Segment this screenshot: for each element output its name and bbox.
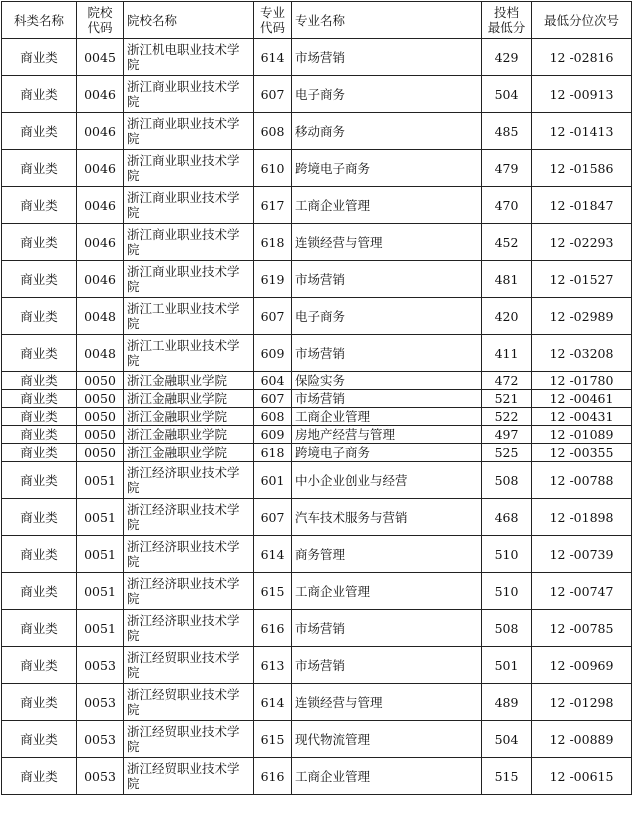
table-row bbox=[2, 610, 632, 647]
table-row bbox=[2, 408, 632, 426]
cell-school-code: 0046 bbox=[77, 113, 124, 150]
cell-school-name: 浙江经济职业技术学院 bbox=[124, 499, 254, 536]
cell-category: 商业类 bbox=[2, 335, 77, 372]
cell-min-rank: 12 -00431 bbox=[532, 408, 632, 426]
cell-school-name: 浙江经贸职业技术学院 bbox=[124, 647, 254, 684]
cell-min-score: 522 bbox=[482, 408, 532, 426]
cell-school-code: 0051 bbox=[77, 573, 124, 610]
cell-major-name: 工商企业管理 bbox=[292, 408, 482, 426]
cell-major-name: 跨境电子商务 bbox=[292, 444, 482, 462]
table-row bbox=[2, 647, 632, 684]
header-major-name: 专业名称 bbox=[292, 2, 482, 39]
cell-min-score: 479 bbox=[482, 150, 532, 187]
cell-major-code: 608 bbox=[254, 113, 292, 150]
cell-min-rank: 12 -02989 bbox=[532, 298, 632, 335]
cell-min-score: 485 bbox=[482, 113, 532, 150]
cell-min-score: 504 bbox=[482, 721, 532, 758]
header-school-code-text: 院校 代码 bbox=[87, 5, 113, 35]
cell-school-code: 0050 bbox=[77, 426, 124, 444]
table-row bbox=[2, 536, 632, 573]
cell-major-code: 616 bbox=[254, 758, 292, 795]
cell-major-name: 工商企业管理 bbox=[292, 758, 482, 795]
cell-major-name: 市场营销 bbox=[292, 390, 482, 408]
header-min-score-text: 投档 最低分 bbox=[487, 5, 526, 35]
cell-school-code: 0051 bbox=[77, 499, 124, 536]
cell-category: 商业类 bbox=[2, 426, 77, 444]
table-row bbox=[2, 76, 632, 113]
cell-major-name: 连锁经营与管理 bbox=[292, 224, 482, 261]
cell-major-code: 604 bbox=[254, 372, 292, 390]
cell-school-name: 浙江经济职业技术学院 bbox=[124, 573, 254, 610]
header-major-code-text: 专业 代码 bbox=[259, 5, 285, 35]
cell-min-rank: 12 -00615 bbox=[532, 758, 632, 795]
cell-major-code: 601 bbox=[254, 462, 292, 499]
cell-major-code: 607 bbox=[254, 499, 292, 536]
cell-school-name: 浙江金融职业学院 bbox=[124, 444, 254, 462]
cell-min-score: 470 bbox=[482, 187, 532, 224]
cell-min-score: 501 bbox=[482, 647, 532, 684]
table-row bbox=[2, 335, 632, 372]
cell-school-name: 浙江经济职业技术学院 bbox=[124, 536, 254, 573]
table-row bbox=[2, 187, 632, 224]
table-row bbox=[2, 150, 632, 187]
cell-min-score: 504 bbox=[482, 76, 532, 113]
cell-min-rank: 12 -00355 bbox=[532, 444, 632, 462]
cell-category: 商业类 bbox=[2, 721, 77, 758]
table-row bbox=[2, 499, 632, 536]
cell-major-code: 615 bbox=[254, 721, 292, 758]
table-row bbox=[2, 758, 632, 795]
cell-major-name: 汽车技术服务与营销 bbox=[292, 499, 482, 536]
cell-school-name: 浙江经济职业技术学院 bbox=[124, 610, 254, 647]
cell-school-code: 0050 bbox=[77, 390, 124, 408]
cell-school-name: 浙江商业职业技术学院 bbox=[124, 150, 254, 187]
cell-school-name: 浙江机电职业技术学院 bbox=[124, 39, 254, 76]
cell-school-code: 0053 bbox=[77, 647, 124, 684]
cell-school-name: 浙江金融职业学院 bbox=[124, 408, 254, 426]
table-row bbox=[2, 39, 632, 76]
cell-min-rank: 12 -00788 bbox=[532, 462, 632, 499]
cell-school-name: 浙江经贸职业技术学院 bbox=[124, 684, 254, 721]
cell-major-code: 607 bbox=[254, 76, 292, 113]
cell-min-rank: 12 -00785 bbox=[532, 610, 632, 647]
table-row bbox=[2, 573, 632, 610]
cell-school-code: 0051 bbox=[77, 536, 124, 573]
cell-category: 商业类 bbox=[2, 76, 77, 113]
cell-school-code: 0048 bbox=[77, 298, 124, 335]
cell-major-code: 608 bbox=[254, 408, 292, 426]
cell-major-name: 房地产经营与管理 bbox=[292, 426, 482, 444]
cell-major-name: 市场营销 bbox=[292, 610, 482, 647]
admission-score-table bbox=[1, 1, 632, 795]
cell-school-code: 0048 bbox=[77, 335, 124, 372]
cell-category: 商业类 bbox=[2, 150, 77, 187]
table-row bbox=[2, 390, 632, 408]
cell-min-score: 468 bbox=[482, 499, 532, 536]
header-row bbox=[2, 2, 632, 39]
cell-major-code: 619 bbox=[254, 261, 292, 298]
cell-major-name: 保险实务 bbox=[292, 372, 482, 390]
cell-major-code: 607 bbox=[254, 298, 292, 335]
cell-min-rank: 12 -00889 bbox=[532, 721, 632, 758]
cell-category: 商业类 bbox=[2, 390, 77, 408]
cell-major-code: 614 bbox=[254, 536, 292, 573]
cell-min-rank: 12 -01089 bbox=[532, 426, 632, 444]
table-row bbox=[2, 224, 632, 261]
cell-major-name: 工商企业管理 bbox=[292, 573, 482, 610]
cell-min-score: 515 bbox=[482, 758, 532, 795]
cell-major-code: 613 bbox=[254, 647, 292, 684]
cell-min-score: 508 bbox=[482, 610, 532, 647]
cell-major-name: 市场营销 bbox=[292, 39, 482, 76]
cell-major-name: 连锁经营与管理 bbox=[292, 684, 482, 721]
cell-category: 商业类 bbox=[2, 647, 77, 684]
cell-school-code: 0053 bbox=[77, 721, 124, 758]
cell-major-name: 现代物流管理 bbox=[292, 721, 482, 758]
table-row bbox=[2, 298, 632, 335]
cell-major-name: 移动商务 bbox=[292, 113, 482, 150]
cell-category: 商业类 bbox=[2, 499, 77, 536]
cell-min-rank: 12 -00913 bbox=[532, 76, 632, 113]
table-body bbox=[2, 39, 632, 795]
cell-min-score: 489 bbox=[482, 684, 532, 721]
table-row bbox=[2, 426, 632, 444]
cell-min-rank: 12 -00747 bbox=[532, 573, 632, 610]
cell-school-name: 浙江商业职业技术学院 bbox=[124, 113, 254, 150]
cell-min-score: 510 bbox=[482, 573, 532, 610]
cell-min-score: 521 bbox=[482, 390, 532, 408]
table-row bbox=[2, 113, 632, 150]
cell-category: 商业类 bbox=[2, 408, 77, 426]
table-row bbox=[2, 462, 632, 499]
cell-min-score: 452 bbox=[482, 224, 532, 261]
cell-min-score: 420 bbox=[482, 298, 532, 335]
cell-major-code: 609 bbox=[254, 426, 292, 444]
cell-major-code: 610 bbox=[254, 150, 292, 187]
cell-school-name: 浙江商业职业技术学院 bbox=[124, 261, 254, 298]
cell-category: 商业类 bbox=[2, 610, 77, 647]
cell-category: 商业类 bbox=[2, 224, 77, 261]
cell-min-rank: 12 -02293 bbox=[532, 224, 632, 261]
cell-min-rank: 12 -00739 bbox=[532, 536, 632, 573]
cell-min-rank: 12 -00461 bbox=[532, 390, 632, 408]
cell-major-name: 商务管理 bbox=[292, 536, 482, 573]
cell-major-name: 电子商务 bbox=[292, 76, 482, 113]
cell-school-name: 浙江经贸职业技术学院 bbox=[124, 758, 254, 795]
cell-major-code: 607 bbox=[254, 390, 292, 408]
cell-min-score: 510 bbox=[482, 536, 532, 573]
cell-category: 商业类 bbox=[2, 372, 77, 390]
table-row bbox=[2, 684, 632, 721]
cell-major-code: 615 bbox=[254, 573, 292, 610]
cell-major-name: 市场营销 bbox=[292, 335, 482, 372]
cell-min-score: 411 bbox=[482, 335, 532, 372]
cell-min-rank: 12 -02816 bbox=[532, 39, 632, 76]
cell-min-rank: 12 -01413 bbox=[532, 113, 632, 150]
cell-major-name: 中小企业创业与经营 bbox=[292, 462, 482, 499]
cell-category: 商业类 bbox=[2, 113, 77, 150]
cell-category: 商业类 bbox=[2, 444, 77, 462]
cell-school-name: 浙江商业职业技术学院 bbox=[124, 187, 254, 224]
cell-school-name: 浙江商业职业技术学院 bbox=[124, 224, 254, 261]
cell-school-name: 浙江经济职业技术学院 bbox=[124, 462, 254, 499]
header-school-code bbox=[77, 2, 124, 39]
table-row bbox=[2, 721, 632, 758]
cell-school-name: 浙江工业职业技术学院 bbox=[124, 298, 254, 335]
cell-school-code: 0045 bbox=[77, 39, 124, 76]
cell-major-code: 614 bbox=[254, 39, 292, 76]
cell-school-code: 0050 bbox=[77, 372, 124, 390]
cell-school-code: 0050 bbox=[77, 408, 124, 426]
cell-min-score: 497 bbox=[482, 426, 532, 444]
cell-min-rank: 12 -01586 bbox=[532, 150, 632, 187]
cell-school-code: 0046 bbox=[77, 187, 124, 224]
cell-min-score: 472 bbox=[482, 372, 532, 390]
cell-school-name: 浙江工业职业技术学院 bbox=[124, 335, 254, 372]
cell-category: 商业类 bbox=[2, 462, 77, 499]
cell-major-name: 跨境电子商务 bbox=[292, 150, 482, 187]
header-min-rank: 最低分位次号 bbox=[532, 2, 632, 39]
cell-category: 商业类 bbox=[2, 187, 77, 224]
cell-min-rank: 12 -01898 bbox=[532, 499, 632, 536]
cell-school-code: 0053 bbox=[77, 758, 124, 795]
cell-min-rank: 12 -00969 bbox=[532, 647, 632, 684]
table-row bbox=[2, 372, 632, 390]
cell-major-code: 618 bbox=[254, 444, 292, 462]
header-min-score bbox=[482, 2, 532, 39]
table-row bbox=[2, 261, 632, 298]
cell-major-code: 609 bbox=[254, 335, 292, 372]
cell-major-code: 618 bbox=[254, 224, 292, 261]
cell-school-code: 0053 bbox=[77, 684, 124, 721]
cell-min-score: 481 bbox=[482, 261, 532, 298]
cell-min-rank: 12 -01780 bbox=[532, 372, 632, 390]
cell-category: 商业类 bbox=[2, 758, 77, 795]
cell-min-rank: 12 -03208 bbox=[532, 335, 632, 372]
cell-category: 商业类 bbox=[2, 536, 77, 573]
cell-school-code: 0050 bbox=[77, 444, 124, 462]
cell-major-name: 电子商务 bbox=[292, 298, 482, 335]
cell-major-name: 市场营销 bbox=[292, 647, 482, 684]
cell-school-code: 0046 bbox=[77, 224, 124, 261]
cell-min-score: 525 bbox=[482, 444, 532, 462]
cell-major-name: 市场营销 bbox=[292, 261, 482, 298]
cell-school-name: 浙江金融职业学院 bbox=[124, 426, 254, 444]
cell-min-score: 429 bbox=[482, 39, 532, 76]
cell-major-code: 614 bbox=[254, 684, 292, 721]
cell-min-rank: 12 -01847 bbox=[532, 187, 632, 224]
cell-category: 商业类 bbox=[2, 261, 77, 298]
cell-major-code: 616 bbox=[254, 610, 292, 647]
cell-school-code: 0051 bbox=[77, 610, 124, 647]
header-school-name: 院校名称 bbox=[124, 2, 254, 39]
cell-school-code: 0051 bbox=[77, 462, 124, 499]
cell-min-rank: 12 -01298 bbox=[532, 684, 632, 721]
header-category: 科类名称 bbox=[2, 2, 77, 39]
header-major-code bbox=[254, 2, 292, 39]
cell-school-name: 浙江经贸职业技术学院 bbox=[124, 721, 254, 758]
cell-school-code: 0046 bbox=[77, 150, 124, 187]
cell-school-name: 浙江商业职业技术学院 bbox=[124, 76, 254, 113]
cell-major-name: 工商企业管理 bbox=[292, 187, 482, 224]
cell-min-rank: 12 -01527 bbox=[532, 261, 632, 298]
cell-min-score: 508 bbox=[482, 462, 532, 499]
cell-category: 商业类 bbox=[2, 573, 77, 610]
cell-school-code: 0046 bbox=[77, 76, 124, 113]
table-row bbox=[2, 444, 632, 462]
cell-school-code: 0046 bbox=[77, 261, 124, 298]
cell-category: 商业类 bbox=[2, 39, 77, 76]
cell-category: 商业类 bbox=[2, 298, 77, 335]
cell-school-name: 浙江金融职业学院 bbox=[124, 372, 254, 390]
cell-category: 商业类 bbox=[2, 684, 77, 721]
cell-school-name: 浙江金融职业学院 bbox=[124, 390, 254, 408]
cell-major-code: 617 bbox=[254, 187, 292, 224]
